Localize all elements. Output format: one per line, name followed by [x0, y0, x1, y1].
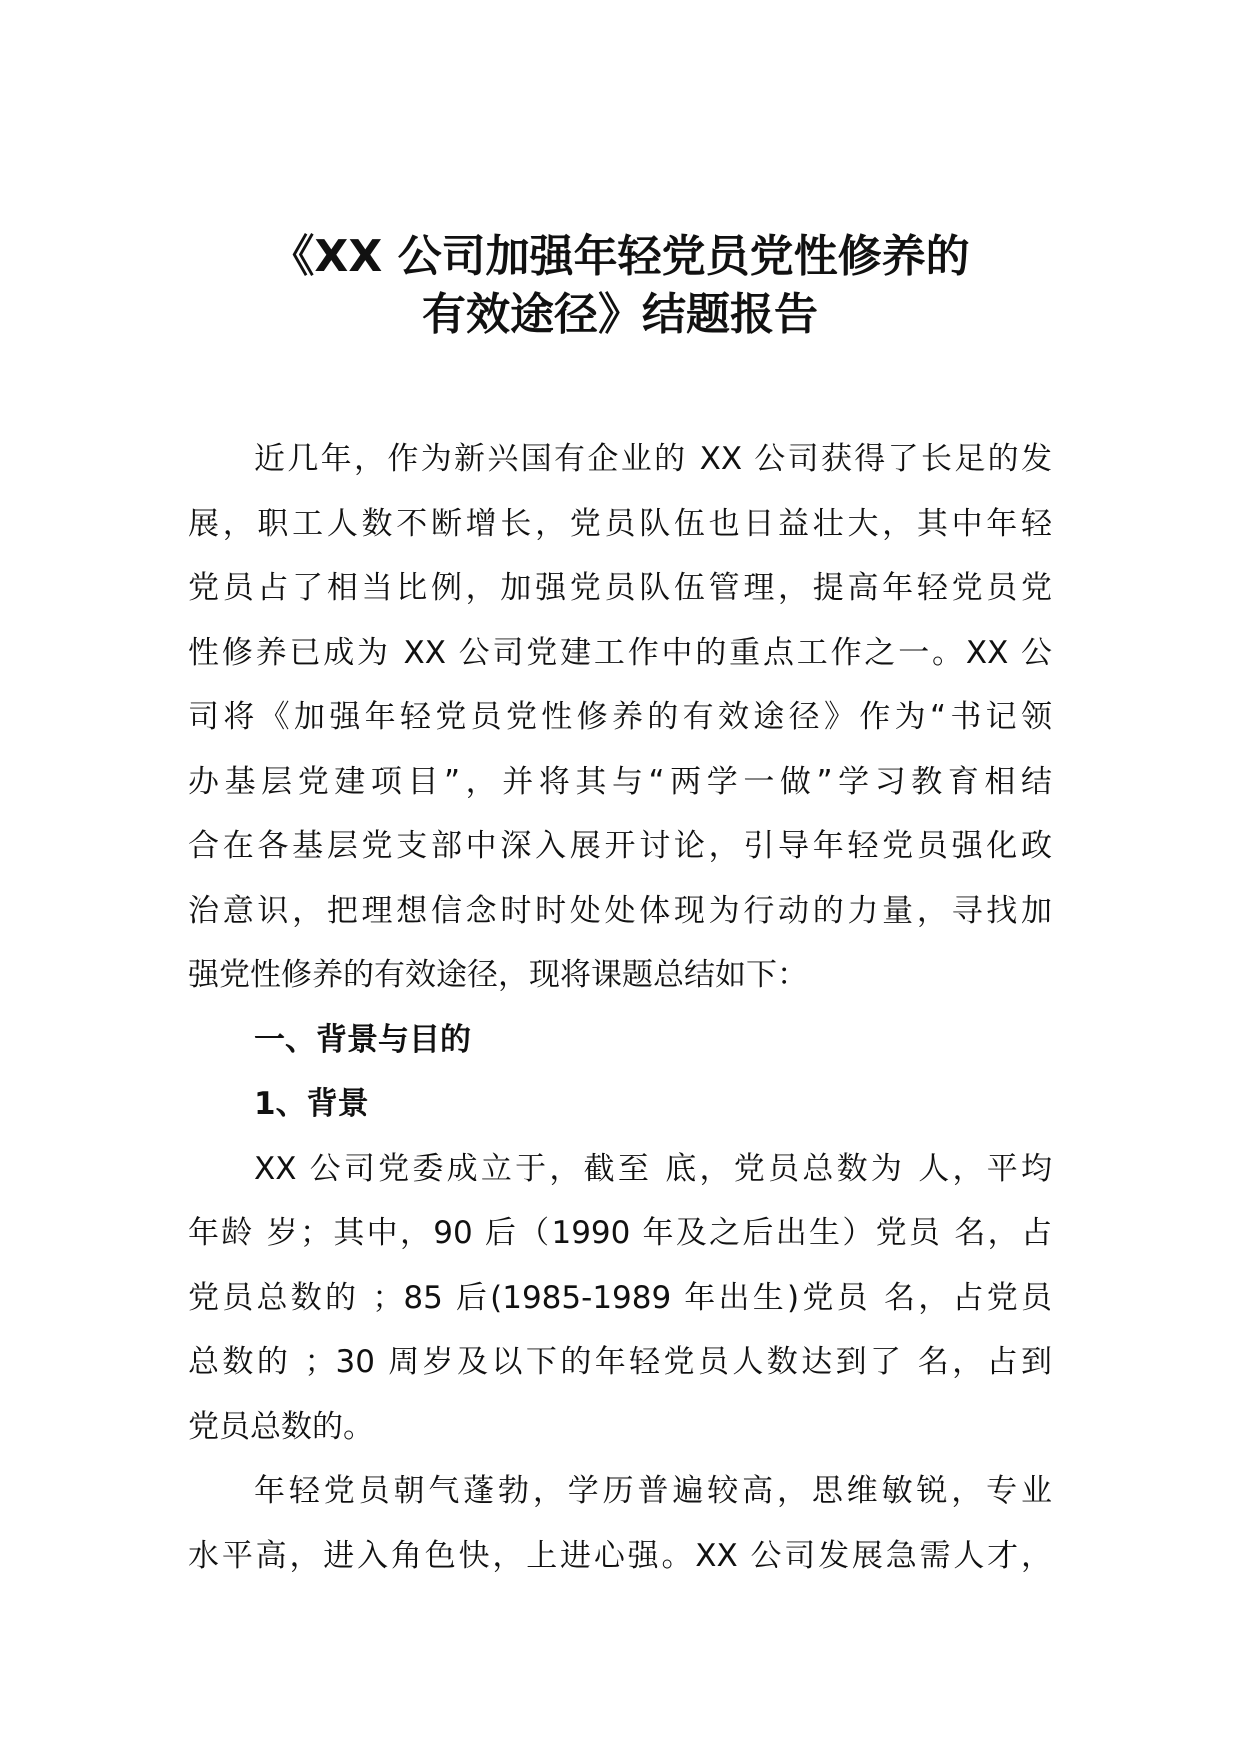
paragraph-1-line-5: 司将《加强年轻党员党性修养的有效途径》作为“书记领 — [188, 699, 1052, 735]
paragraph-1-line-1: 近几年，作为新兴国有企业的 XX 公司获得了长足的发 — [254, 441, 1052, 477]
paragraph-2-line-1: XX 公司党委成立于，截至 底，党员总数为 人，平均 — [254, 1150, 1052, 1187]
paragraph-2-line-4: 总数的 ；30 周岁及以下的年轻党员人数达到了 名，占到 — [188, 1344, 1052, 1380]
title-line-1: 《XX 公司加强年轻党员党性修养的 — [270, 231, 970, 282]
section-heading: 一、背景与目的 — [254, 1021, 471, 1058]
document-title — [0, 228, 1240, 344]
paragraph-3-line-1: 年轻党员朝气蓬勃，学历普遍较高，思维敏锐，专业 — [254, 1473, 1052, 1509]
paragraph-2-line-5: 党员总数的。 — [188, 1408, 374, 1445]
paragraph-2-line-2: 年龄 岁；其中，90 后（1990 年及之后出生）党员 名，占 — [188, 1215, 1052, 1251]
title-line-2: 有效途径》结题报告 — [422, 289, 818, 340]
paragraph-1-line-8: 治意识，把理想信念时时处处体现为行动的力量，寻找加 — [188, 892, 1052, 929]
subsection-heading: 1、背景 — [254, 1086, 369, 1122]
document-body — [188, 427, 1052, 1588]
paragraph-1-line-4: 性修养已成为 XX 公司党建工作中的重点工作之一。XX 公 — [188, 634, 1052, 671]
paragraph-1-line-9: 强党性修养的有效途径，现将课题总结如下： — [188, 957, 808, 993]
paragraph-2-line-3: 党员总数的 ；85 后(1985-1989 年出生)党员 名，占党员 — [188, 1279, 1052, 1316]
paragraph-1-line-6: 办基层党建项目”，并将其与“两学一做”学习教育相结 — [188, 763, 1052, 800]
paragraph-1-line-7: 合在各基层党支部中深入展开讨论，引导年轻党员强化政 — [188, 828, 1052, 864]
paragraph-1-line-3: 党员占了相当比例，加强党员队伍管理，提高年轻党员党 — [188, 570, 1052, 606]
paragraph-3-line-2: 水平高，进入角色快，上进心强。XX 公司发展急需人才， — [188, 1537, 1052, 1574]
paragraph-1-line-2: 展，职工人数不断增长，党员队伍也日益壮大，其中年轻 — [188, 505, 1052, 542]
